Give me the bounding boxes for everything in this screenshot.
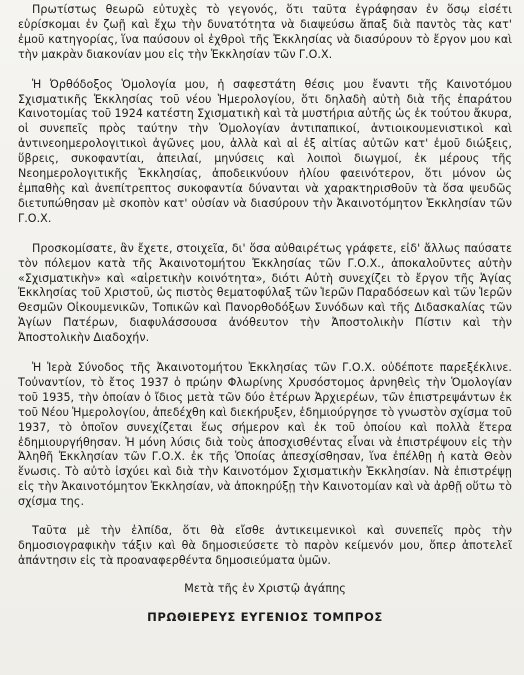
paragraph-conclusion: Ταῦτα μὲ τὴν ἐλπίδα, ὅτι θὰ εἴσθε ἀντικειμενικοὶ καὶ συνεπεῖς πρὸς τὴν δημοσιογραφικὴν τάξιν καὶ θὰ δημοσιεύσετε τὸ παρὸν κείμενόν μου, ὅπερ ἀποτελεῖ ἀπάντησιν εἰς τὰ προαναφερθέντα δημοσιεύματα ὑμῶν. xyxy=(18,524,512,567)
paragraph-intro: Πρωτίστως θεωρῶ εὐτυχὲς τὸ γεγονός, ὅτι ταῦτα ἐγράφησαν ἐν ὅσῳ εἰσέτι εὑρίσκομαι ἐν ζωῇ καὶ ἔχω τὴν δυνατότητα νὰ διαψεύσω ἅπαξ διὰ παντὸς τὰς κατ' ἐμοῦ κατηγορίας, ἵνα παύσουν οἱ ἐχθροὶ τῆς Ἐκκλησίας νὰ διασύρουν τὸ ἔργον μου καὶ τὴν μακρὰν διακονίαν μου εἰς τὴν Ἐκκλησίαν τῶν Γ.Ο.Χ. xyxy=(18,3,512,61)
paragraph-evidence-demand: Προσκομίσατε, ἂν ἔχετε, στοιχεῖα, δι' ὅσα αὐθαιρέτως γράφετε, εἰδ' ἄλλως παύσατε τὸν πόλεμον κατὰ τῆς Ἀκαινοτομήτου Ἐκκλησίας τῶν Γ.Ο.Χ., ἀποκαλοῦντες αὐτὴν «Σχισματικὴν» καὶ «αἱρετικὴν κοινότητα», διότι Αὐτὴ συνεχίζει τὸ ἔργον τῆς Ἁγίας Ἐκκλησίας τοῦ Χριστοῦ, ὡς πιστὸς θεματοφύλαξ τῶν Ἱερῶν Παραδόσεων καὶ τῶν Ἱερῶν Θεσμῶν Οἰκουμενικῶν, Τοπικῶν καὶ Πανορθοδόξων Συνόδων καὶ τῆς Διδασκαλίας τῶν Ἁγίων Πατέρων, διαφυλάσσουσα ἀνόθευτον τὴν Ἀποστολικὴν Πίστιν καὶ τὴν Ἀποστολικὴν Διαδοχήν. xyxy=(18,241,512,345)
paragraph-holy-synod: Ἡ Ἱερὰ Σύνοδος τῆς Ἀκαινοτομήτου Ἐκκλησίας τῶν Γ.Ο.Χ. οὐδέποτε παρεξέκλινε. Τοὐναντίον, τὸ ἔτος 1937 ὁ πρώην Φλωρίνης Χρυσόστομος ἀρνηθεὶς τὴν Ὁμολογίαν τοῦ 1935, τὴν ὁποίαν ὁ ἴδιος μετὰ τῶν δύο ἑτέρων Ἀρχιερέων, τῶν ἐπιστρεψάντων ἐκ τοῦ Νέου Ἡμερολογίου, ἀπεδέχθη καὶ διεκήρυξεν, ἐδημιούργησε τὸ γνωστὸν σχίσμα τοῦ 1937, τὸ ὁποῖον συνεχίζεται ἕως σήμερον καὶ ἐκ τοῦ ὁποίου καὶ πολλὰ ἕτερα ἐδημιουργήθησαν. Ἡ μόνη λύσις διὰ τοὺς ἀποσχισθέντας εἶναι νὰ ἐπιστρέψουν εἰς τὴν Ἀληθῆ Ἐκκλησίαν τῶν Γ.Ο.Χ. ἐκ τῆς Ὁποίας ἀπεσχίσθησαν, ἵνα ἐπέλθῃ ἡ κατὰ Θεὸν ἕνωσις. Τὸ αὐτὸ ἰσχύει καὶ διὰ τὴν Καινοτόμον Σχισματικὴν Ἐκκλησίαν. Νὰ ἐπιστρέψῃ εἰς τὴν Ἀκαινοτόμητον Ἐκκλησίαν, νὰ ἀποκηρύξῃ τὴν Καινοτομίαν καὶ νὰ ἀρθῇ οὕτω τὸ σχίσμα της. xyxy=(18,361,512,509)
paragraph-confession: Ἡ Ὀρθόδοξος Ὁμολογία μου, ἡ σαφεστάτη θέσις μου ἔναντι τῆς Καινοτόμου Σχισματικῆς Ἐκκλησίας τοῦ νέου Ἡμερολογίου, ὅτι δηλαδὴ αὐτὴ διὰ τῆς ἐπαράτου Καινοτομίας τοῦ 1924 κατέστη Σχισματικὴ καὶ τὰ μυστήρια αὐτῆς ὡς ἐκ τούτου ἄκυρα, οἱ συνεπεῖς πρὸς ταύτην τὴν Ὁμολογίαν ἀντιπαπικοί, ἀντιοικουμενιστικοὶ καὶ ἀντινεοημερολογιτικοὶ ἀγῶνες μου, ἀλλὰ καὶ αἱ ἐξ αἰτίας αὐτῶν κατ' ἐμοῦ διώξεις, ὕβρεις, συκοφαντίαι, ἀπειλαί, μηνύσεις καὶ λοιποὶ διωγμοί, ἐκ μέρους τῆς Νεοημερολογιτικῆς Ἐκκλησίας, ἀποδεικνύουν ἡλίου φαεινότερον, ὅτι μόνον ὡς ἐμπαθὴς καὶ ἀνεπίτρεπτος συκοφαντία δύνανται νὰ χαρακτηρισθοῦν τὰ ὅσα ψευδῶς διετυπώθησαν μὲ σκοπὸν κατ' οὐσίαν νὰ διασύρουν τὴν Ἀκαινοτόμητον Ἐκκλησίαν τῶν Γ.Ο.Χ. xyxy=(18,77,512,225)
closing-salutation: Μετὰ τῆς ἐν Χριστῷ ἀγάπης xyxy=(184,581,346,595)
signature: ΠΡΩΘΙΕΡΕΥΣ ΕΥΓΕΝΙΟΣ ΤΟΜΠΡΟΣ xyxy=(147,609,383,624)
